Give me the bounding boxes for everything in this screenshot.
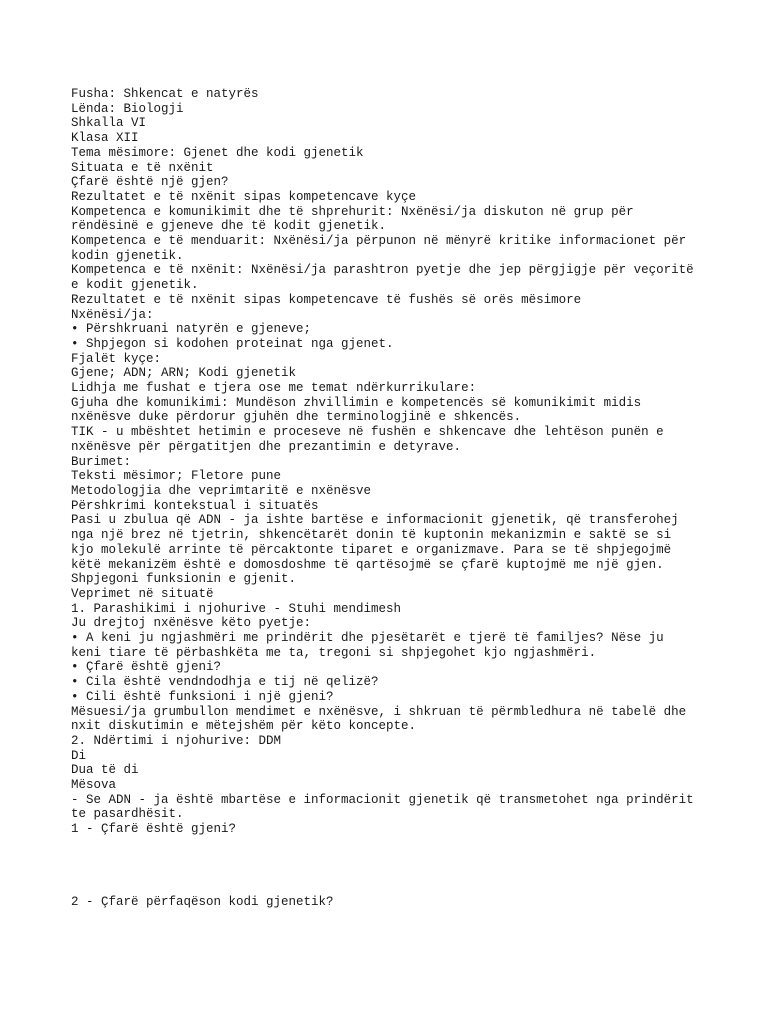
text-line: 1. Parashikimi i njohurive - Stuhi mendimesh	[71, 601, 402, 616]
text-line: Fusha: Shkencat e natyrës	[71, 87, 259, 101]
text-line: • Çfarë është gjeni?	[71, 660, 222, 675]
text-line: Mësuesi/ja grumbullon mendimet e nxënësve, i shkruan të përmbledhura në tabelë dhe	[71, 704, 687, 719]
text-line: Dua të di	[71, 763, 139, 778]
text-line: Gjene; ADN; ARN; Kodi gjenetik	[71, 366, 297, 381]
text-line: • A keni ju ngjashmëri me prindërit dhe pjesëtarët e tjerë të familjes? Nëse ju	[71, 631, 664, 646]
text-line: këtë mekanizëm është e domosdoshme të qartësojmë se çfarë kuptojmë me një gjen.	[71, 557, 664, 572]
text-line: • Cila është vendndodhja e tij në qelizë?	[71, 675, 379, 690]
text-line: kodin gjenetik.	[71, 248, 184, 263]
text-line: 2. Ndërtimi i njohurive: DDM	[71, 733, 282, 748]
text-line: 1 - Çfarë është gjeni?	[71, 822, 237, 837]
text-line: Klasa XII	[71, 131, 139, 146]
text-line: TIK - u mbështet hetimin e proceseve në fushën e shkencave dhe lehtëson punën e	[71, 425, 664, 440]
text-line: • Shpjegon si kodohen proteinat nga gjenet.	[71, 336, 394, 351]
text-line: Nxënësi/ja:	[71, 307, 154, 322]
text-line: nxënësve duke përdorur gjuhën dhe terminologjinë e shkencës.	[71, 410, 522, 425]
text-line: - Se ADN - ja është mbartëse e informacionit gjenetik që transmetohet nga prindërit	[71, 792, 694, 807]
text-line: Veprimet në situatë	[71, 586, 214, 601]
text-line: • Cili është funksioni i një gjeni?	[71, 689, 334, 704]
text-line: Mësova	[71, 778, 117, 793]
text-line: Shpjegoni funksionin e gjenit.	[71, 572, 297, 587]
text-line: Tema mësimore: Gjenet dhe kodi gjenetik	[71, 145, 364, 160]
text-line: Metodologjia dhe veprimtaritë e nxënësve	[71, 483, 372, 498]
text-line: te pasardhësit.	[71, 807, 184, 822]
text-line: Situata e të nxënit	[71, 160, 214, 175]
text-line: 2 - Çfarë përfaqëson kodi gjenetik?	[71, 894, 334, 909]
text-line: nga një brez në tjetrin, shkencëtarët donin të kuptonin mekanizmin e saktë se si	[71, 528, 672, 543]
text-line: nxit diskutimin e mëtejshëm për këto koncepte.	[71, 719, 417, 734]
text-line: Lënda: Biologji	[71, 101, 184, 116]
text-line: Kompetenca e të menduarit: Nxënësi/ja përpunon në mënyrë kritike informacionet për	[71, 234, 687, 249]
text-line: Di	[71, 748, 87, 763]
text-line: kjo molekulë arrinte të përcaktonte tiparet e organizmave. Para se të shpjegojmë	[71, 542, 672, 557]
text-line: Rezultatet e të nxënit sipas kompetencave kyçe	[71, 189, 417, 204]
text-line: keni tiare të përbashkëta me ta, tregoni si shpjegohet kjo ngjashmëri.	[71, 645, 597, 660]
text-line: Kompetenca e komunikimit dhe të shprehurit: Nxënësi/ja diskuton në grup për	[71, 204, 634, 219]
text-line: nxënësve për përgatitjen dhe prezantimin e detyrave.	[71, 439, 462, 454]
text-line: Lidhja me fushat e tjera ose me temat ndërkurrikulare:	[71, 381, 477, 396]
text-line: Rezultatet e të nxënit sipas kompetencave të fushës së orës mësimore	[71, 292, 582, 307]
document-body	[71, 87, 708, 837]
text-line: Fjalët kyçe:	[71, 351, 162, 366]
text-line: Kompetenca e të nxënit: Nxënësi/ja parashtron pyetje dhe jep përgjigje për veçoritë	[71, 263, 694, 278]
text-line: rëndësinë e gjeneve dhe të kodit gjenetik.	[71, 219, 387, 234]
text-line: Teksti mësimor; Fletore pune	[71, 469, 282, 484]
text-line: Ju drejtoj nxënësve këto pyetje:	[71, 616, 312, 631]
text-line: Burimet:	[71, 454, 132, 469]
text-line: Përshkrimi kontekstual i situatës	[71, 498, 319, 513]
blank-space	[71, 837, 708, 895]
text-line: e kodit gjenetik.	[71, 278, 199, 293]
text-line: Çfarë është një gjen?	[71, 175, 229, 190]
text-line: Pasi u zbulua që ADN - ja ishte bartëse e informacionit gjenetik, që transferohej	[71, 513, 679, 528]
text-line: Gjuha dhe komunikimi: Mundëson zhvillimin e kompetencës së komunikimit midis	[71, 395, 642, 410]
document-body-continued	[71, 895, 708, 910]
text-line: Shkalla VI	[71, 116, 147, 131]
text-line: • Përshkruani natyrën e gjeneve;	[71, 322, 312, 337]
